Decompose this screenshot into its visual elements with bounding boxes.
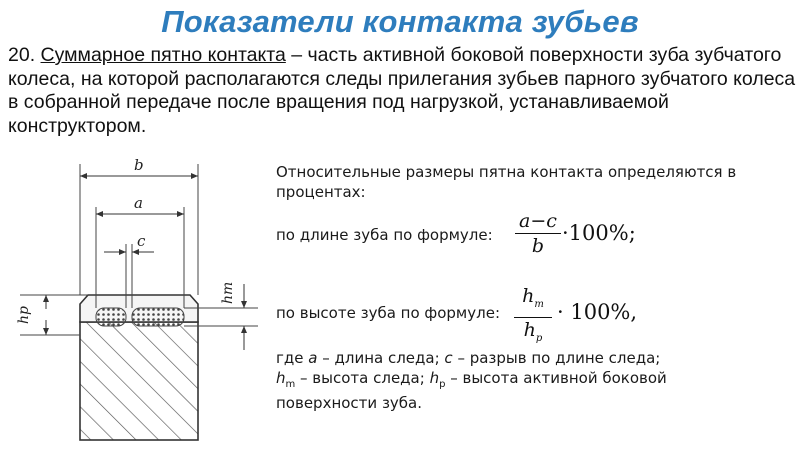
definition-term: Суммарное пятно контакта (40, 44, 286, 66)
gear-body (80, 322, 198, 440)
formula-height-label: по высоте зуба по формуле: (276, 304, 500, 322)
notes-line-3: поверхности зуба. (276, 394, 423, 412)
formula-length-fraction (515, 210, 561, 257)
label-a: a (134, 194, 143, 212)
label-hm: hm (220, 281, 236, 304)
notes-line-1: где a – длина следа; c – разрыв по длине следа; (276, 349, 661, 367)
contact-patch-left (96, 308, 126, 326)
notes-line-2: $h_m$ – высота следа; $h_p$ – высота активной боковой (276, 368, 667, 390)
formula-height-multiplier: · 100%, (557, 300, 638, 324)
tooth-contact-drawing (6, 152, 266, 442)
label-b: b (134, 156, 144, 174)
label-c: c (137, 232, 146, 250)
formula-height-numerator: $h_m$ (522, 285, 544, 310)
definition-text: – часть активной боковой поверхности зуба зубчатого колеса, на которой располагаются следы прилегания зубьев парного зубчатого колеса в собранной передаче после вращения под нагрузкой, устанавливаемой конструктором. (8, 44, 796, 137)
label-hp: hp (16, 306, 32, 324)
intro-text: Относительные размеры пятна контакта определяются в процентах: (276, 163, 737, 201)
formula-length-label: по длине зуба по формуле: (276, 226, 493, 244)
contact-patch-right (132, 308, 184, 326)
formula-height-denominator: $h_p$ (523, 318, 543, 344)
formula-length-multiplier: ·100%; (562, 221, 636, 245)
formula-height-fraction (514, 285, 552, 350)
formula-length-denominator: b (531, 235, 545, 258)
notes-paragraph (276, 349, 791, 414)
definition-paragraph (8, 44, 798, 138)
formula-length-numerator: a−c (519, 210, 557, 232)
definition-number: 20. (8, 44, 36, 66)
slide-title: Показатели контакта зубьев (161, 4, 639, 39)
